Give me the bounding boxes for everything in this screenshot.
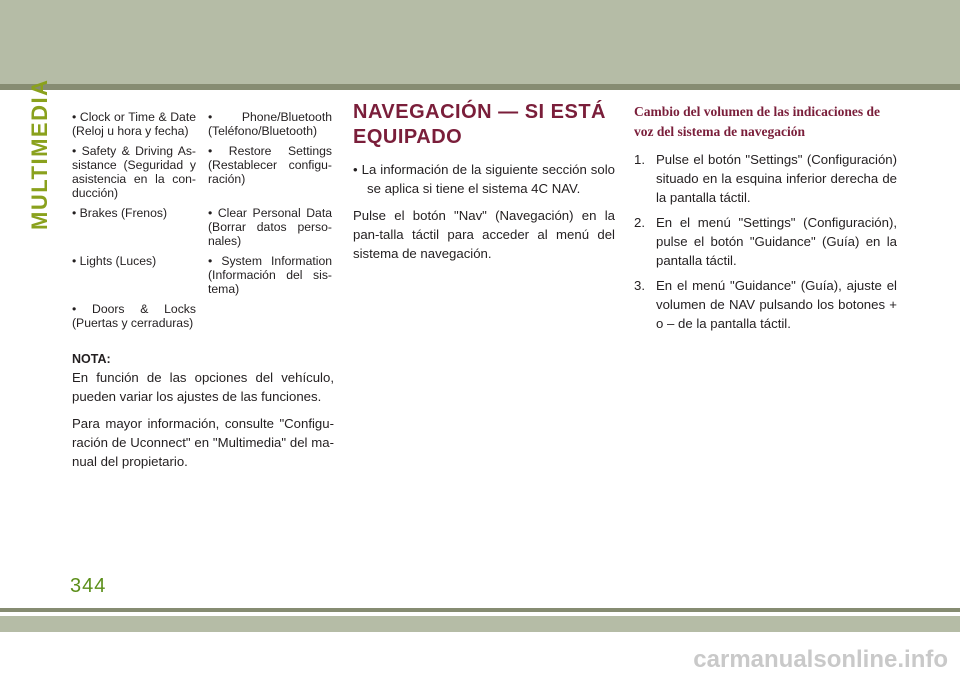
header-rule [0, 84, 960, 90]
step-text: En el menú "Settings" (Configuración), pulse el botón "Guidance" (Guía) en la pantalla táctil. [656, 215, 897, 268]
step-text: En el menú "Guidance" (Guía), ajuste el volumen de NAV pulsando los botones + o – de la pantalla táctil. [656, 278, 897, 331]
info-bullet: • La información de la siguiente sección solo se aplica si tiene el sistema 4C NAV. [353, 162, 615, 196]
reference-paragraph: Para mayor información, consulte "Configu-ración de Uconnect" en "Multimedia" del ma-nual del propietario. [72, 416, 334, 469]
page-number: 344 [70, 575, 107, 597]
step-item [634, 213, 897, 270]
list-item: • Lights (Luces) [72, 254, 157, 268]
footer-rule [0, 608, 960, 612]
list-item: • Clock or Time & Date (Reloj u hora y fecha) [72, 110, 196, 138]
section-tab [26, 78, 54, 230]
settings-list [72, 110, 334, 330]
step-number: 3. [634, 278, 645, 293]
list-item: • Safety & Driving As-sistance (Seguridad y asistencia en la con-ducción) [72, 144, 196, 200]
step-item [634, 150, 897, 207]
nav-paragraph: Pulse el botón "Nav" (Navegación) en la pan-talla táctil para acceder al menú del sistema de navegación. [353, 208, 615, 261]
note-text: En función de las opciones del vehículo, pueden variar los ajustes de las funciones. [72, 370, 334, 404]
list-item: • Brakes (Frenos) [72, 206, 168, 220]
left-column [72, 110, 334, 479]
list-item: • System Information (Información del sis-tema) [208, 254, 332, 296]
section-tab-label: MULTIMEDIA [27, 78, 52, 230]
middle-column [353, 100, 615, 271]
right-column [634, 102, 897, 339]
subsection-heading: Cambio del volumen de las indicaciones de voz del sistema de navegación [634, 104, 881, 139]
note-title: NOTA: [72, 352, 111, 366]
step-number: 1. [634, 152, 645, 167]
list-item: • Phone/Bluetooth (Teléfono/Bluetooth) [208, 110, 332, 138]
watermark: carmanualsonline.info [693, 646, 948, 673]
list-item: • Doors & Locks (Puertas y cerraduras) [72, 302, 196, 330]
step-item [634, 276, 897, 333]
header-band [0, 0, 960, 84]
step-text: Pulse el botón "Settings" (Configuración) situado en la esquina inferior derecha de la pantalla táctil. [656, 152, 897, 205]
step-number: 2. [634, 215, 645, 230]
list-item: • Clear Personal Data (Borrar datos perso-nales) [208, 206, 332, 248]
footer-band [0, 616, 960, 632]
list-item: • Restore Settings (Restablecer configu-ración) [208, 144, 332, 186]
section-heading: NAVEGACIÓN — SI ESTÁ EQUIPADO [353, 101, 606, 148]
